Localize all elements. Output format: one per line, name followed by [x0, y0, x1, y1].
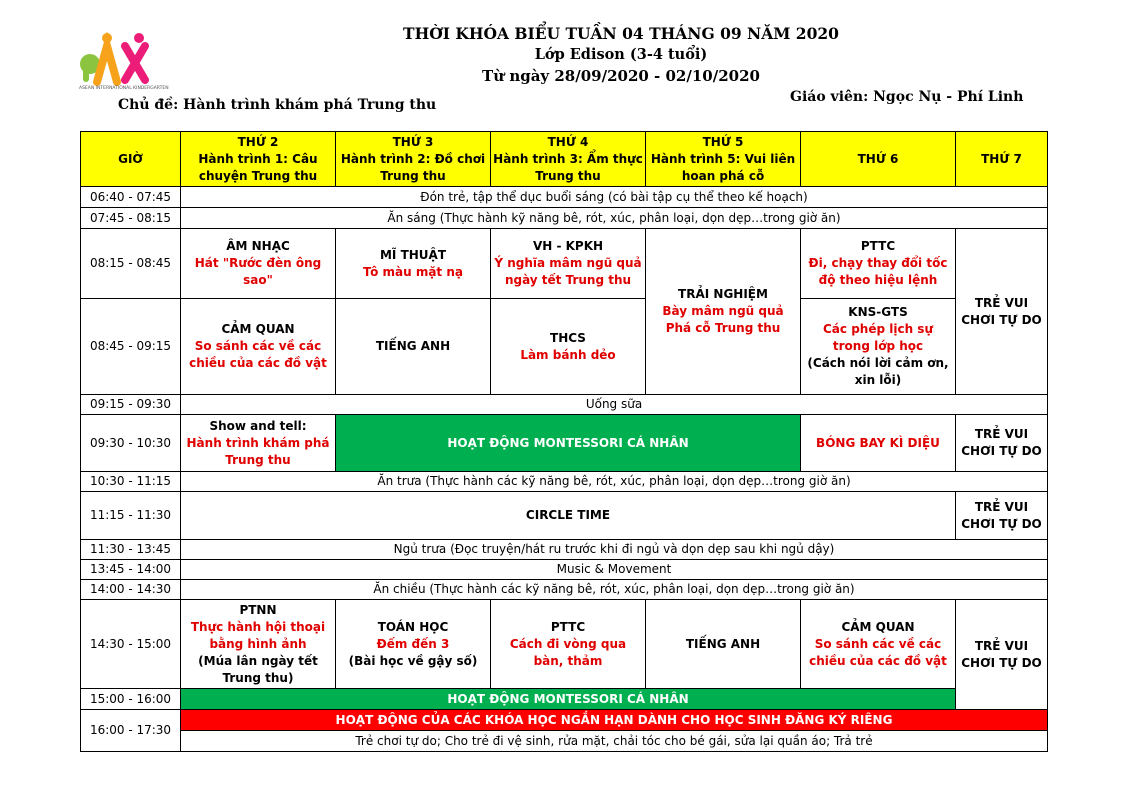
table-row — [81, 395, 1048, 415]
row-activity: Đón trẻ, tập thể dục buổi sáng (có bài tập cụ thể theo kế hoạch) — [181, 187, 1048, 208]
cell-tue: TOÁN HỌC Đếm đến 3 (Bài học về gậy số) — [336, 600, 491, 689]
row-activity: Ăn chiều (Thực hành các kỹ năng bê, rót, xúc, phân loại, dọn dẹp…trong giờ ăn) — [181, 580, 1048, 600]
table-row — [81, 560, 1048, 580]
table-row — [81, 208, 1048, 229]
row-time: 06:40 - 07:45 — [81, 187, 181, 208]
table-row — [81, 580, 1048, 600]
cell-wed: VH - KPKH Ý nghĩa mâm ngũ quả ngày tết Trung thu — [491, 229, 646, 299]
row-time: 15:00 - 16:00 — [81, 689, 181, 710]
table-row — [81, 710, 1048, 731]
row-time: 16:00 - 17:30 — [81, 710, 181, 752]
timetable — [80, 131, 1048, 752]
cell-sat: TRẺ VUI CHƠI TỰ DO — [956, 600, 1048, 710]
row-time: 11:30 - 13:45 — [81, 540, 181, 560]
col-time-header: GIỜ — [81, 132, 181, 187]
topic: Chủ đề: Hành trình khám phá Trung thu — [118, 97, 437, 113]
date-range: Từ ngày 28/09/2020 - 02/10/2020 — [482, 67, 760, 85]
cell-fri: PTTC Đi, chạy thay đổi tốc độ theo hiệu lệnh — [801, 229, 956, 299]
cell-sat: TRẺ VUI CHƠI TỰ DO — [956, 229, 1048, 395]
cell-sat: TRẺ VUI CHƠI TỰ DO — [956, 492, 1048, 540]
row-activity: Ăn sáng (Thực hành kỹ năng bê, rót, xúc, phân loại, dọn dẹp…trong giờ ăn) — [181, 208, 1048, 229]
cell-wed: PTTC Cách đi vòng qua bàn, thảm — [491, 600, 646, 689]
row-time: 09:30 - 10:30 — [81, 415, 181, 472]
col-wed-header: THỨ 4 Hành trình 3: Ẩm thực Trung thu — [491, 132, 646, 187]
logo-tagline: ASEAN INTERNATIONAL KINDERGARTEN — [79, 86, 169, 91]
cell-mon: Show and tell: Hành trình khám phá Trung thu — [181, 415, 336, 472]
table-row — [81, 600, 1048, 689]
row-activity: Trẻ chơi tự do; Cho trẻ đi vệ sinh, rửa mặt, chải tóc cho bé gái, sửa lại quần áo; Trả trẻ — [181, 731, 1048, 752]
col-sat-header: THỨ 7 — [956, 132, 1048, 187]
cell-tue: MĨ THUẬT Tô màu mặt nạ — [336, 229, 491, 299]
montessori-cell: HOẠT ĐỘNG MONTESSORI CÁ NHÂN — [181, 689, 956, 710]
row-time: 11:15 - 11:30 — [81, 492, 181, 540]
short-course-banner: HOẠT ĐỘNG CỦA CÁC KHÓA HỌC NGẮN HẠN DÀNH CHO HỌC SINH ĐĂNG KÝ RIÊNG — [181, 710, 1048, 731]
col-thu-header: THỨ 5 Hành trình 5: Vui liên hoan phá cỗ — [646, 132, 801, 187]
teacher: Giáo viên: Ngọc Nụ - Phí Linh — [790, 89, 1024, 105]
row-activity: Uống sữa — [181, 395, 1048, 415]
row-time: 08:45 - 09:15 — [81, 299, 181, 395]
cell-wed: THCS Làm bánh dẻo — [491, 299, 646, 395]
page-title: THỜI KHÓA BIỂU TUẦN 04 THÁNG 09 NĂM 2020 — [403, 24, 839, 43]
table-row — [81, 492, 1048, 540]
circle-time-cell: CIRCLE TIME — [181, 492, 956, 540]
table-row — [81, 731, 1048, 752]
cell-fri: CẢM QUAN So sánh các về các chiều của các đồ vật — [801, 600, 956, 689]
cell-thu: TIẾNG ANH — [646, 600, 801, 689]
table-row — [81, 299, 1048, 395]
row-time: 13:45 - 14:00 — [81, 560, 181, 580]
row-activity: Ngủ trưa (Đọc truyện/hát ru trước khi đi ngủ và dọn dẹp sau khi ngủ dậy) — [181, 540, 1048, 560]
col-fri-header: THỨ 6 — [801, 132, 956, 187]
table-row — [81, 689, 1048, 710]
table-row — [81, 187, 1048, 208]
row-time: 10:30 - 11:15 — [81, 472, 181, 492]
row-time: 09:15 - 09:30 — [81, 395, 181, 415]
row-time: 14:30 - 15:00 — [81, 600, 181, 689]
class-line: Lớp Edison (3-4 tuổi) — [534, 46, 708, 63]
row-time: 14:00 - 14:30 — [81, 580, 181, 600]
col-tue-header: THỨ 3 Hành trình 2: Đồ chơi Trung thu — [336, 132, 491, 187]
cell-thu: TRẢI NGHIỆM Bày mâm ngũ quả Phá cỗ Trung thu — [646, 229, 801, 395]
row-activity: Music & Movement — [181, 560, 1048, 580]
cell-mon: ÂM NHẠC Hát "Rước đèn ông sao" — [181, 229, 336, 299]
cell-fri: BÓNG BAY KÌ DIỆU — [801, 415, 956, 472]
row-time: 07:45 - 08:15 — [81, 208, 181, 229]
table-row — [81, 229, 1048, 299]
cell-mon: CẢM QUAN So sánh các về các chiều của các đồ vật — [181, 299, 336, 395]
col-mon-header: THỨ 2 Hành trình 1: Câu chuyện Trung thu — [181, 132, 336, 187]
row-activity: Ăn trưa (Thực hành các kỹ năng bê, rót, xúc, phân loại, dọn dẹp…trong giờ ăn) — [181, 472, 1048, 492]
row-time: 08:15 - 08:45 — [81, 229, 181, 299]
cell-sat: TRẺ VUI CHƠI TỰ DO — [956, 415, 1048, 472]
header-row — [81, 132, 1048, 187]
cell-mon: PTNN Thực hành hội thoại bằng hình ảnh (Múa lân ngày tết Trung thu) — [181, 600, 336, 689]
table-row — [81, 540, 1048, 560]
table-row — [81, 415, 1048, 472]
montessori-cell: HOẠT ĐỘNG MONTESSORI CÁ NHÂN — [336, 415, 801, 472]
cell-tue: TIẾNG ANH — [336, 299, 491, 395]
cell-fri: KNS-GTS Các phép lịch sự trong lớp học (Cách nói lời cảm ơn, xin lỗi) — [801, 299, 956, 395]
table-row — [81, 472, 1048, 492]
